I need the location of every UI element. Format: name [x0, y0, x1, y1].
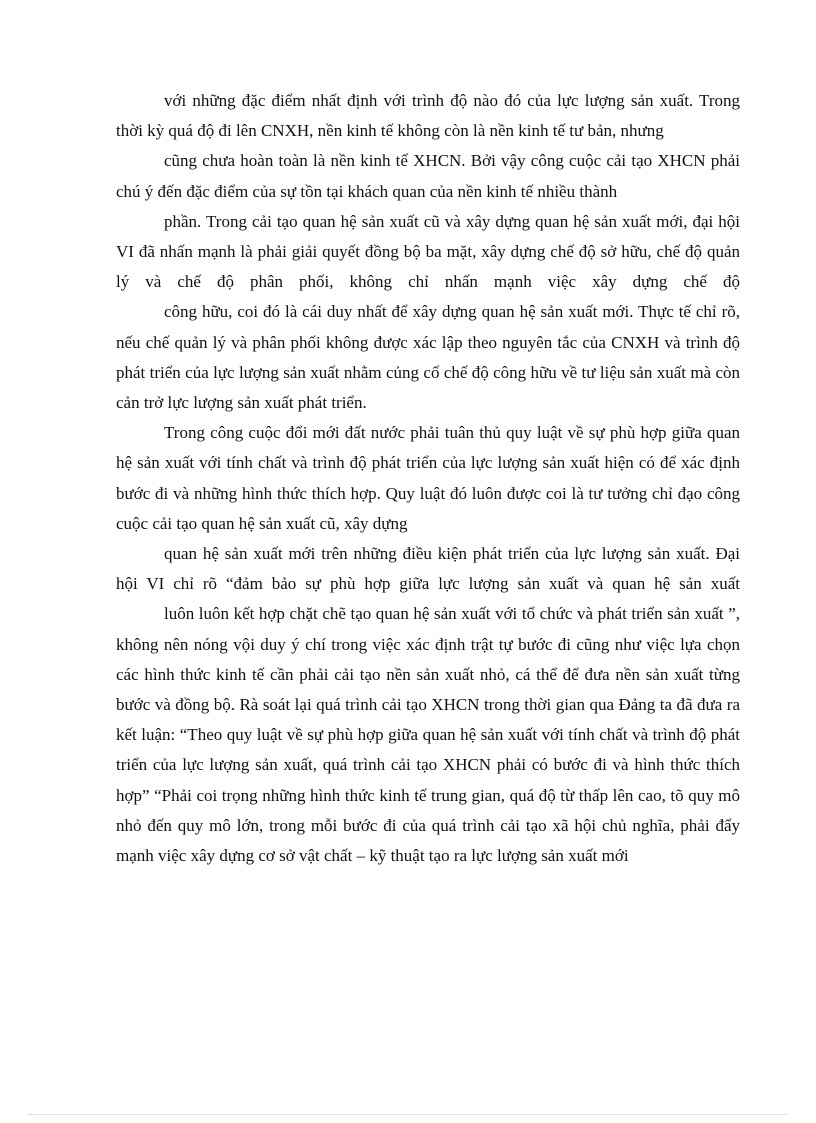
paragraph-6: quan hệ sản xuất mới trên những điều kiện phát triển của lực lượng sản xuất. Đại hội VI chỉ rõ “đảm bảo sự phù hợp giữa lực lượng sản xuất và quan hệ sản xuất: [116, 544, 740, 594]
paragraph-3: phần. Trong cải tạo quan hệ sản xuất cũ và xây dựng quan hệ sản xuất mới, đại hội VI đã nhấn mạnh là phải giải quyết đồng bộ ba mặt, xây dựng chế độ sở hữu, chế độ quản lý và chế độ phân phối, không chỉ nhấn mạnh việc xây dựng chế độ: [116, 211, 740, 292]
paragraph-7: luôn luôn kết hợp chặt chẽ tạo quan hệ sản xuất với tổ chức và phát triển sản xuất ”, không nên nóng vội duy ý chí trong việc xác định trật tự bước đi cũng như việc lựa chọn các hình thức kinh tế cần phải cải tạo nền sản xuất nhỏ, cá thể để đưa nền sản xuất từng bước và đồng bộ. Rà soát lại quá trình cải tạo XHCN trong thời gian qua Đảng ta đã đưa ra kết luận: “Theo quy luật về sự phù hợp giữa quan hệ sản xuất với tính chất và trình độ phát triển của lực lượng sản xuất, quá trình cải tạo XHCN phải có bước đi và hình thức thích hợp” “Phải coi trọng những hình thức kinh tế trung gian, quá độ từ thấp lên cao, tõ quy mô nhỏ đến quy mô lớn, trong mỗi bước đi của quá trình cải tạo xã hội chủ nghĩa, phải đẩy mạnh việc xây dựng cơ sở vật chất – kỹ thuật tạo ra lực lượng sản xuất mới: [116, 604, 740, 866]
page-bottom-divider: [28, 1114, 788, 1115]
paragraph-1: với những đặc điểm nhất định với trình độ nào đó của lực lượng sản xuất. Trong thời kỳ quá độ đi lên CNXH, nền kinh tế không còn là nền kinh tế tư bản, nhưng: [116, 91, 740, 141]
paragraph-4: công hữu, coi đó là cái duy nhất để xây dựng quan hệ sản xuất mới. Thực tế chỉ rõ, nếu chế quản lý và phân phối không được xác lập theo nguyên tắc của CNXH và trình độ phát triển của lực lượng sản xuất nhằm củng cố chế độ công hữu về tư liệu sản xuất mà còn cản trở lực lượng sản xuất phát triển.: [116, 302, 740, 413]
paragraph-2: cũng chưa hoàn toàn là nền kinh tế XHCN. Bởi vậy công cuộc cải tạo XHCN phải chú ý đến đặc điểm của sự tồn tại khách quan của nền kinh tế nhiều thành: [116, 151, 740, 201]
paragraph-5: Trong công cuộc đổi mới đất nước phải tuân thủ quy luật về sự phù hợp giữa quan hệ sản xuất với tính chất và trình độ phát triển của lực lượng sản xuất hiện có để xác định bước đi và những hình thức thích hợp. Quy luật đó luôn được coi là tư tưởng chỉ đạo công cuộc cải tạo quan hệ sản xuất cũ, xây dựng: [116, 423, 740, 533]
document-body: [116, 86, 740, 871]
